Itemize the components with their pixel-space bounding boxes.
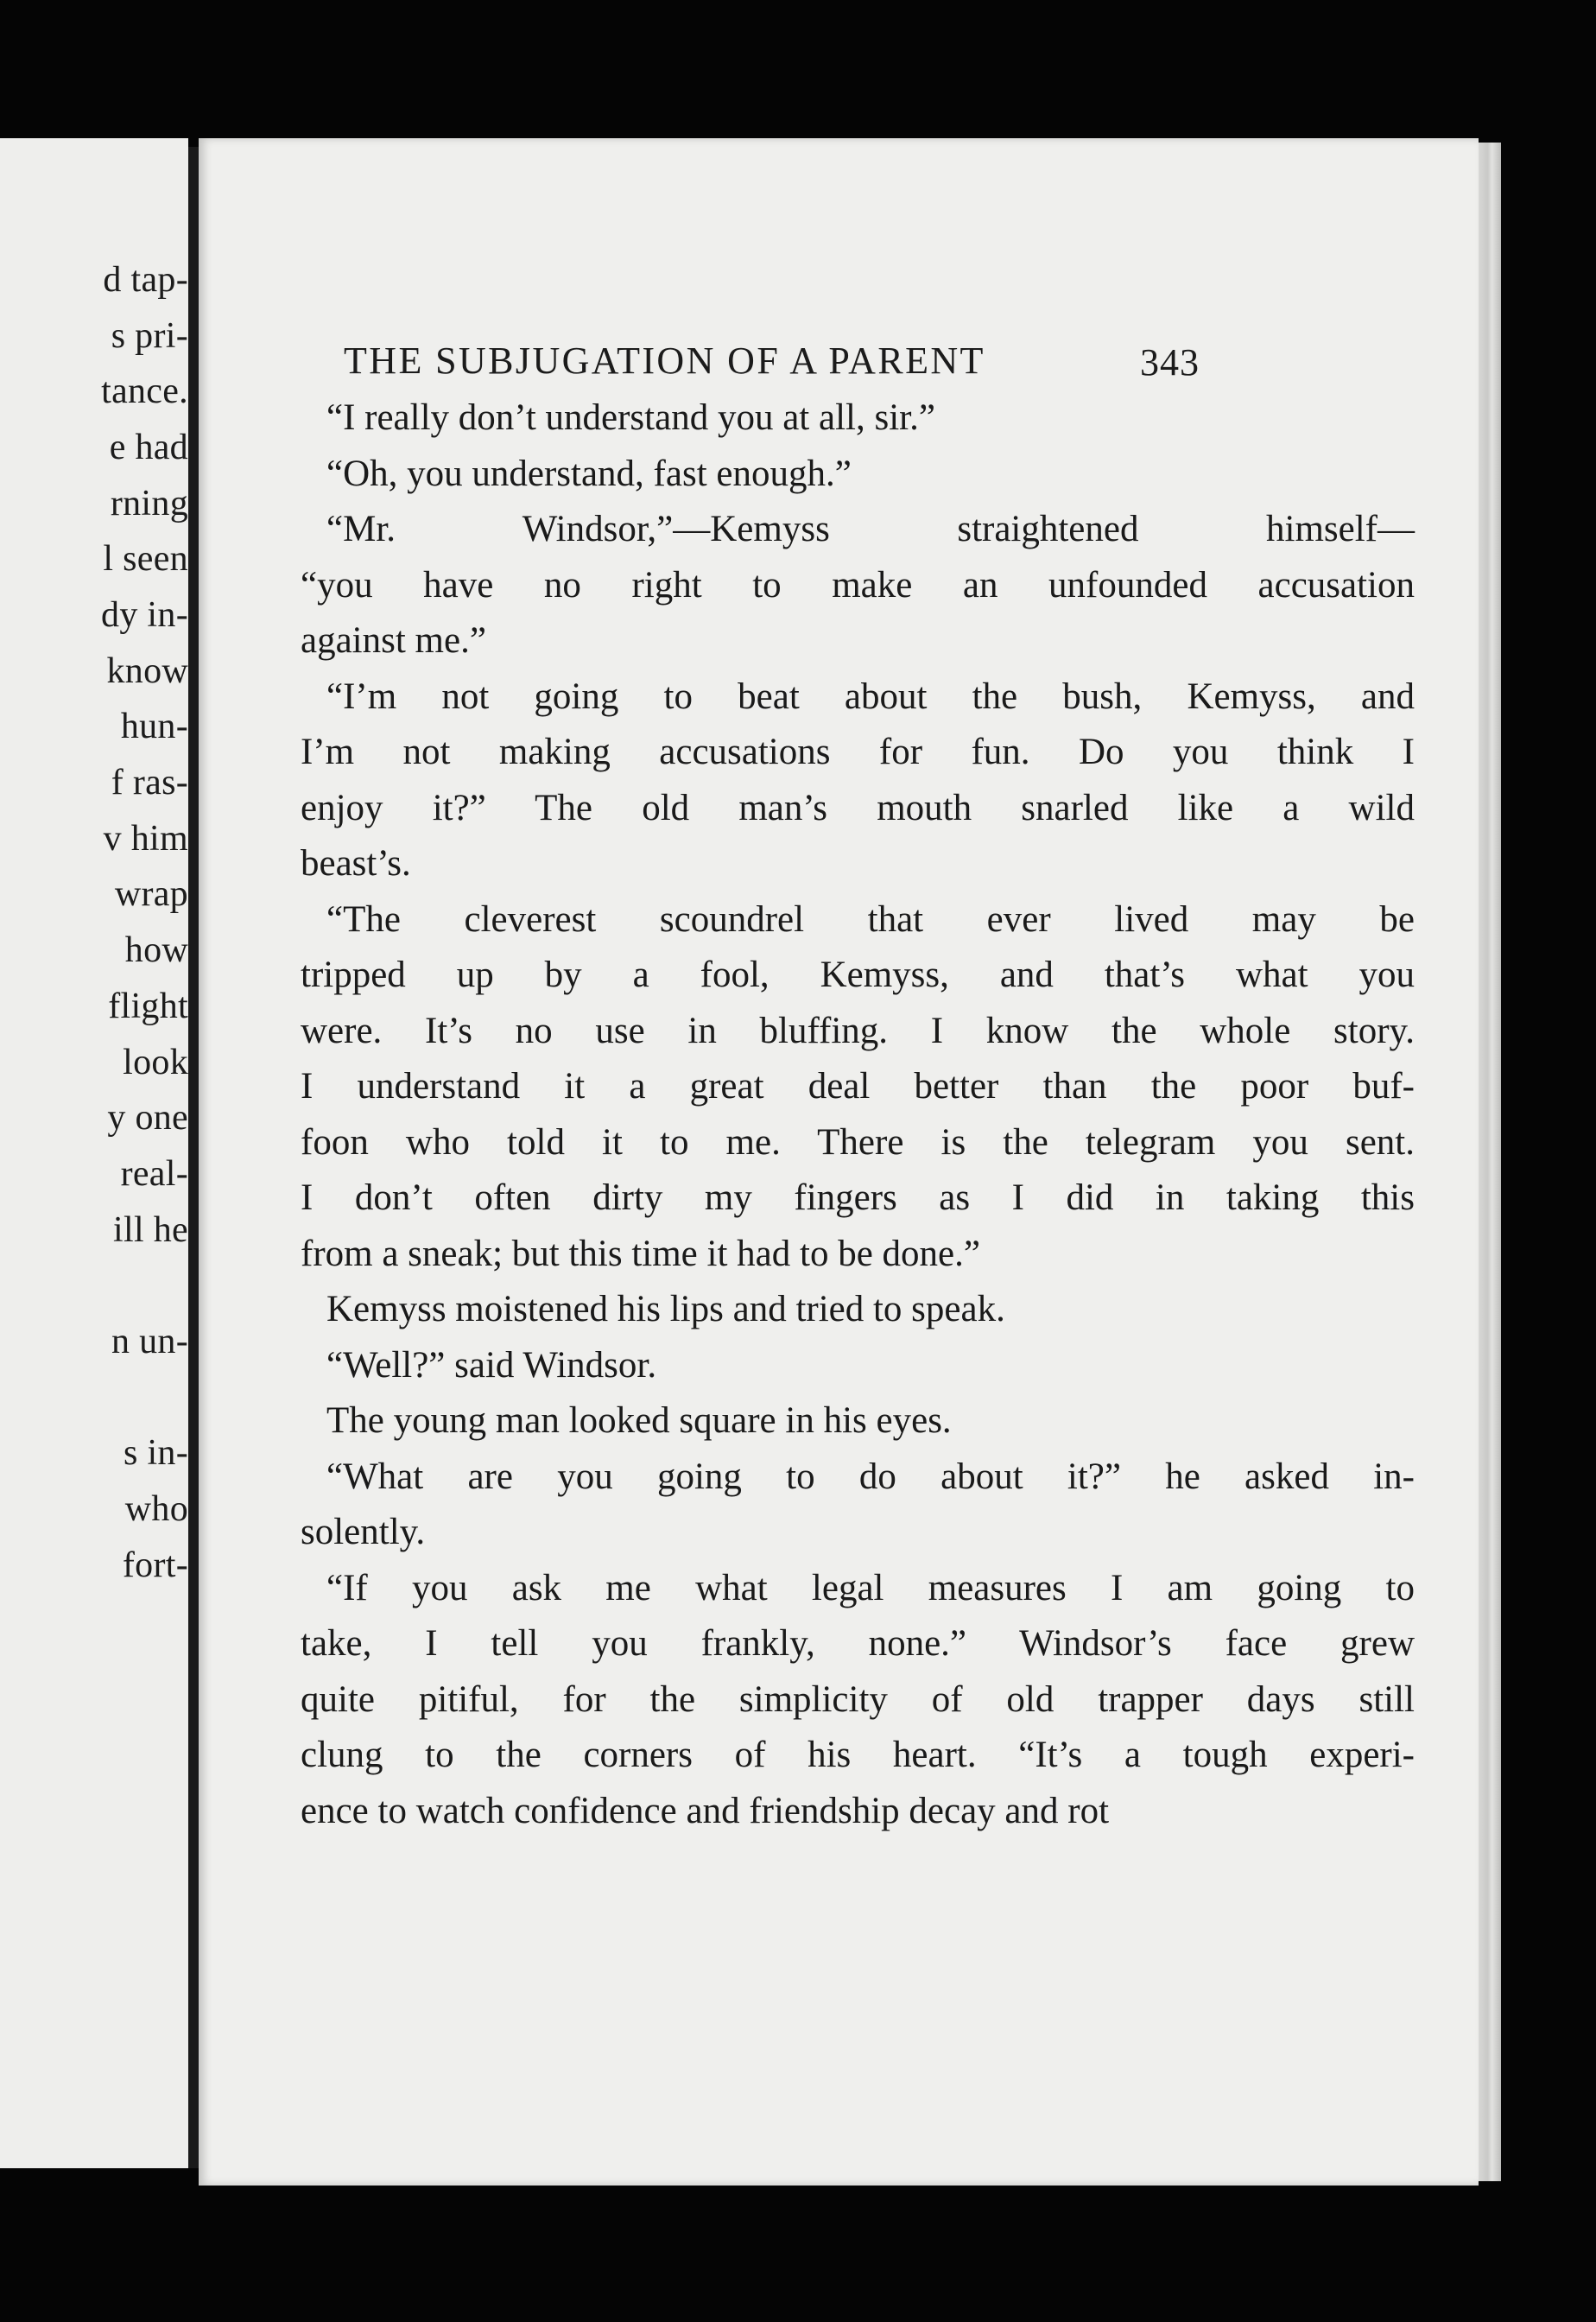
left-page-line-fragment: look <box>123 1042 188 1082</box>
text-line: “I really don’t understand you at all, sir.” <box>326 397 935 438</box>
left-page-line-fragment: hun- <box>120 707 188 747</box>
left-page-line-fragment: real- <box>120 1153 188 1194</box>
left-page-line-fragment: d tap- <box>103 260 188 300</box>
text-line: against me.” <box>301 620 486 661</box>
text-line: I understand it a great deal better than the poor buf- <box>301 1066 1415 1107</box>
text-line: “Oh, you understand, fast enough.” <box>326 453 852 494</box>
text-line: quite pitiful, for the simplicity of old trapper days still <box>301 1678 1415 1720</box>
left-page-line-fragment: l seen <box>103 539 188 580</box>
text-line: foon who told it to me. There is the telegram you sent. <box>301 1121 1415 1163</box>
text-line: Kemyss moistened his lips and tried to speak. <box>326 1289 1005 1329</box>
page-edge <box>1479 143 1501 2181</box>
paragraph <box>301 447 1415 503</box>
left-page-line-fragment: how <box>124 930 188 971</box>
text-line: “If you ask me what legal measures I am going to <box>326 1567 1415 1608</box>
left-page-line-fragment: rning <box>110 483 188 523</box>
left-page-line-fragment: s pri- <box>111 315 188 356</box>
left-page-line-fragment: tance. <box>101 371 188 412</box>
text-line: from a sneak; but this time it had to be done.” <box>301 1233 980 1274</box>
left-page-line-fragment: who <box>124 1488 188 1529</box>
left-page-line-fragment: dy in- <box>101 595 188 636</box>
text-line: I don’t often dirty my fingers as I did in taking this <box>301 1177 1415 1218</box>
paragraph <box>301 390 1415 447</box>
text-line: ence to watch confidence and friendship decay and rot <box>301 1790 1110 1831</box>
paragraph <box>301 1282 1415 1338</box>
page-number: 343 <box>1140 341 1200 384</box>
text-line: “Mr. Windsor,”—Kemyss straightened himself— <box>326 509 1415 549</box>
left-page-line-fragment: n un- <box>111 1321 188 1361</box>
left-page-line-fragment: e had <box>109 428 188 468</box>
left-page-line-fragment: wrap <box>114 874 188 915</box>
text-line: beast’s. <box>301 843 411 884</box>
binding-gutter <box>188 147 199 2168</box>
left-page-line-fragment: fort- <box>122 1545 188 1585</box>
text-line: “What are you going to do about it?” he asked in- <box>326 1456 1415 1497</box>
left-page-line-fragment: y one <box>107 1098 188 1139</box>
text-line: take, I tell you frankly, none.” Windsor’s face grew <box>301 1623 1415 1664</box>
paragraph <box>301 1338 1415 1394</box>
left-page-line-fragment: s in- <box>124 1433 188 1474</box>
text-line: “The cleverest scoundrel that ever lived may be <box>326 898 1415 940</box>
right-page <box>199 138 1479 2186</box>
left-page-line-fragment: flight <box>108 986 188 1026</box>
paragraph <box>301 1450 1415 1561</box>
text-line: I’m not making accusations for fun. Do you think I <box>301 732 1415 772</box>
paragraph <box>301 1393 1415 1450</box>
text-line: “Well?” said Windsor. <box>326 1344 657 1386</box>
left-facing-page <box>0 138 188 2168</box>
left-page-line-fragment: f ras- <box>111 763 188 803</box>
paragraph <box>301 1561 1415 1840</box>
text-line: solently. <box>301 1512 426 1552</box>
text-line: The young man looked square in his eyes. <box>326 1400 952 1441</box>
paragraph <box>301 892 1415 1283</box>
paragraph <box>301 502 1415 669</box>
text-line: “I’m not going to beat about the bush, Kemyss, and <box>326 676 1415 717</box>
paragraph <box>301 669 1415 892</box>
text-line: enjoy it?” The old man’s mouth snarled like a wild <box>301 787 1415 828</box>
body-text <box>301 390 1415 1839</box>
text-line: “you have no right to make an unfounded accusation <box>301 564 1415 606</box>
left-page-line-fragment: ill he <box>113 1209 188 1250</box>
text-line: clung to the corners of his heart. “It’s a tough experi- <box>301 1735 1415 1775</box>
text-line: tripped up by a fool, Kemyss, and that’s what you <box>301 955 1415 995</box>
text-line: were. It’s no use in bluffing. I know the whole story. <box>301 1010 1415 1051</box>
running-head: THE SUBJUGATION OF A PARENT <box>344 339 985 382</box>
left-page-line-fragment: v him <box>103 818 188 859</box>
left-page-line-fragment: know <box>106 650 188 691</box>
